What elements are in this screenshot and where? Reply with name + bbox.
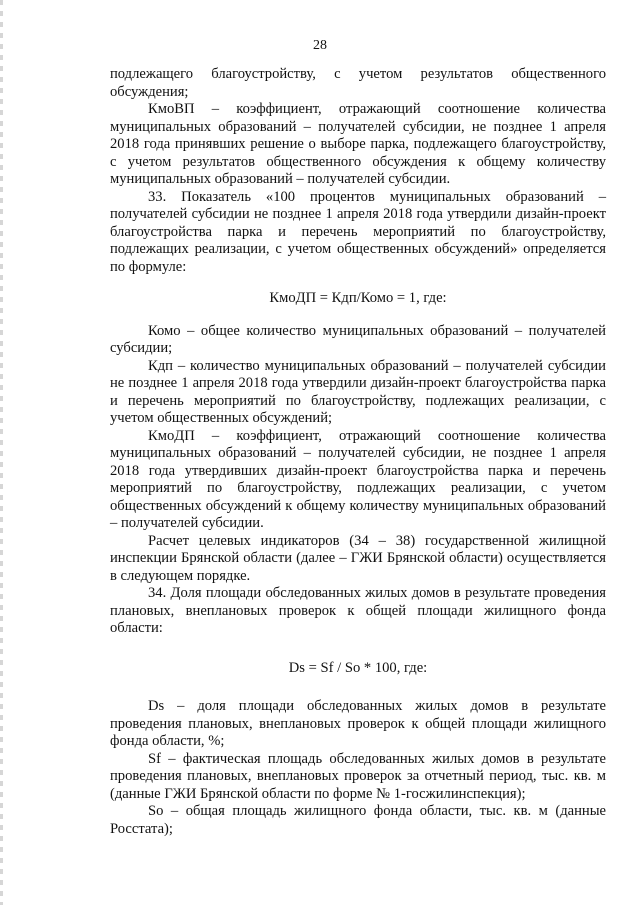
page-number: 28: [313, 38, 327, 53]
paragraph-ds-definition: Ds – доля площади обследованных жилых домов в результате проведения плановых, внеплановых проверок к общей площади жилищного фонда области, %;: [110, 698, 606, 749]
paragraph-continuation: подлежащего благоустройству, с учетом результатов общественного обсуждения;: [110, 66, 606, 100]
binding-edge-marks: [0, 0, 3, 905]
paragraph-so-definition: So – общая площадь жилищного фонда области, тыс. кв. м (данные Росстата);: [110, 803, 606, 837]
paragraph-kmovp-definition: КмоВП – коэффициент, отражающий соотношение количества муниципальных образований – получателей субсидии, не позднее 1 апреля 2018 года принявших решение о выборе парка, подлежащего благоустройству, с учетом результатов общественного обсуждения к общему количеству муниципальных образований – получателей субсидии.: [110, 101, 606, 187]
paragraph-kdp-definition: Кдп – количество муниципальных образований – получателей субсидии не позднее 1 апреля 2018 года утвердили дизайн-проект благоустройства парка и перечень мероприятий по благоустройству, подлежащих реализации, с учетом общественных обсуждений;: [110, 357, 606, 426]
document-body: [110, 66, 606, 838]
paragraph-sf-definition: Sf – фактическая площадь обследованных жилых домов в результате проведения плановых, внеплановых проверок за отчетный период, тыс. кв. м (данные ГЖИ Брянской области по форме № 1-госжилинспекция);: [110, 750, 606, 802]
paragraph-kmodp-definition: КмоДП – коэффициент, отражающий соотношение количества муниципальных образований – получателей субсидии, не позднее 1 апреля 2018 года утвердивших дизайн-проект благоустройства парка и перечень мероприятий по благоустройству, подлежащих реализации, с учетом общественных обсуждений к общему количеству муниципальных образований – получателей субсидии.: [110, 427, 606, 531]
paragraph-item-33: 33. Показатель «100 процентов муниципальных образований – получателей субсидии не позднее 1 апреля 2018 года утвердили дизайн-проект благоустройства парка и перечень мероприятий по благоустройству, подлежащих реализации, с учетом общественных обсуждений» определяется по формуле:: [110, 188, 606, 275]
paragraph-indicators-intro: Расчет целевых индикаторов (34 – 38) государственной жилищной инспекции Брянской области (далее – ГЖИ Брянской области) осуществляется в следующем порядке.: [110, 532, 606, 584]
paragraph-item-34: 34. Доля площади обследованных жилых домов в результате проведения плановых, внеплановых проверок к общей площади жилищного фонда области:: [110, 585, 606, 636]
formula-ds: Ds = Sf / So * 100, где:: [288, 659, 428, 676]
paragraph-komo-definition: Комо – общее количество муниципальных образований – получателей субсидии;: [110, 322, 606, 356]
formula-kmodp: КмоДП = Кдп/Комо = 1, где:: [269, 290, 447, 306]
